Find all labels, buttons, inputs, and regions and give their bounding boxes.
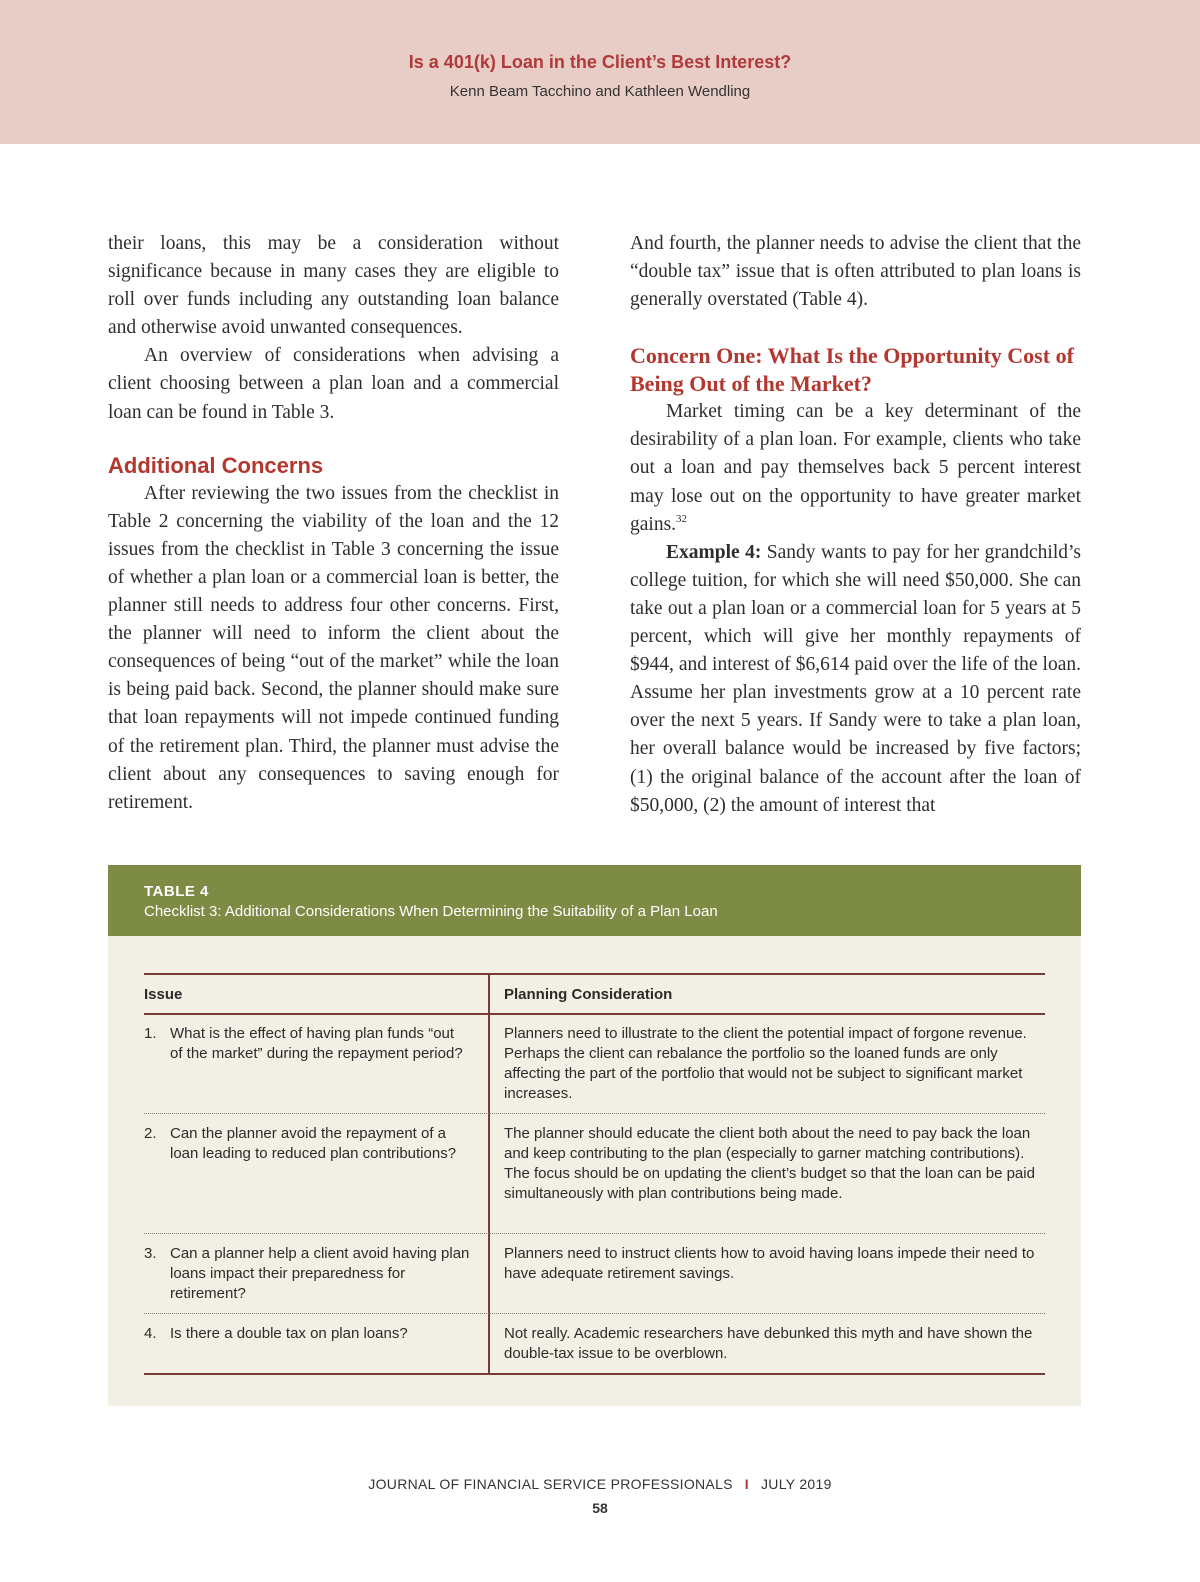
right-paragraph-1: And fourth, the planner needs to advise the client that the “double tax” issue that is often attributed to plan loans is generally overstated (Table 4). bbox=[630, 233, 1081, 311]
left-paragraph-1: their loans, this may be a consideration without significance because in many cases they are eligible to roll over funds including any outstanding loan balance and otherwise avoid unwanted consequences. bbox=[108, 233, 559, 339]
right-paragraph-2 bbox=[630, 398, 1081, 538]
footnote-marker: 32 bbox=[676, 512, 688, 525]
table-label: TABLE 4 bbox=[144, 883, 209, 900]
row-3-number: 3. bbox=[144, 1245, 157, 1262]
journal-footer bbox=[0, 1476, 1200, 1492]
row-3-issue: Can a planner help a client avoid having plan loans impact their preparedness for retirement? bbox=[170, 1245, 470, 1302]
journal-name: JOURNAL OF FINANCIAL SERVICE PROFESSIONALS bbox=[368, 1476, 733, 1492]
left-paragraph-2: An overview of considerations when advising a client choosing between a plan loan and a commercial loan can be found in Table 3. bbox=[108, 345, 559, 423]
table-caption: Checklist 3: Additional Considerations When Determining the Suitability of a Plan Loan bbox=[144, 903, 718, 920]
table-header-rule bbox=[144, 1013, 1045, 1015]
right-column bbox=[630, 230, 1081, 820]
row-2-number: 2. bbox=[144, 1125, 157, 1142]
table-top-rule bbox=[144, 973, 1045, 975]
row-divider bbox=[144, 1313, 1045, 1314]
right-paragraph-2-text: Market timing can be a key determinant of the desirability of a plan loan. For example, clients who take out a loan and pay themselves back 5 percent interest may lose out on the opportunity to have greater market gains. bbox=[630, 401, 1081, 535]
footer-separator: I bbox=[744, 1476, 749, 1492]
example-label: Example 4: bbox=[666, 541, 762, 563]
column-header-issue: Issue bbox=[144, 986, 183, 1003]
section-heading-concern-one: Concern One: What Is the Opportunity Cost of Being Out of the Market? bbox=[630, 343, 1074, 397]
row-2-consideration: The planner should educate the client both about the need to pay back the loan and keep contributing to the plan (especially to garner matching contributions). The focus should be on updating the client’s budget so that the loan can be paid simultaneously with plan contributions being made. bbox=[504, 1125, 1035, 1202]
right-paragraph-3 bbox=[630, 539, 1081, 820]
article-title: Is a 401(k) Loan in the Client’s Best Interest? bbox=[408, 52, 792, 72]
left-column bbox=[108, 230, 559, 817]
left-paragraph-3: After reviewing the two issues from the checklist in Table 2 concerning the viability of the loan and the 12 issues from the checklist in Table 3 concerning the issue of whether a plan loan or a commercial loan is better, the planner still needs to address four other concerns. First, the planner will need to inform the client about the consequences of being “out of the market” while the loan is being paid back. Second, the planner should make sure that loan repayments will not impede continued funding of the retirement plan. Third, the planner must advise the client about any consequences to saving enough for retirement. bbox=[108, 482, 559, 813]
row-4-issue: Is there a double tax on plan loans? bbox=[170, 1325, 408, 1342]
row-divider bbox=[144, 1233, 1045, 1234]
issue-date: JULY 2019 bbox=[761, 1476, 832, 1492]
example-text: Sandy wants to pay for her grandchild’s college tuition, for which she will need $50,000. She can take out a plan loan or a commercial loan for 5 years at 5 percent, which will give her monthly repayments of $944, and interest of $6,614 paid over the life of the loan. Assume her plan investments grow at a 10 percent rate over the next 5 years. If Sandy were to take a plan loan, her overall balance would be increased by five factors; (1) the original balance of the account after the loan of $50,000, (2) the amount of interest that bbox=[630, 541, 1081, 816]
table-column-divider bbox=[488, 973, 490, 1375]
table-title-band bbox=[108, 865, 1081, 936]
row-1-number: 1. bbox=[144, 1025, 157, 1042]
row-4-number: 4. bbox=[144, 1325, 157, 1342]
row-3-consideration: Planners need to instruct clients how to avoid having loans impede their need to have adequate retirement savings. bbox=[504, 1245, 1035, 1282]
table-bottom-rule bbox=[144, 1373, 1045, 1375]
column-header-planning-consideration: Planning Consideration bbox=[504, 986, 673, 1003]
row-4-consideration: Not really. Academic researchers have debunked this myth and have shown the double-tax issue to be overblown. bbox=[504, 1325, 1033, 1362]
section-heading-additional-concerns: Additional Concerns bbox=[108, 452, 324, 478]
row-divider bbox=[144, 1113, 1045, 1114]
row-1-issue: What is the effect of having plan funds “out of the market” during the repayment period? bbox=[170, 1025, 463, 1062]
article-authors: Kenn Beam Tacchino and Kathleen Wendling bbox=[449, 83, 751, 100]
page-number: 58 bbox=[592, 1500, 608, 1516]
running-header bbox=[0, 0, 1200, 144]
row-2-issue: Can the planner avoid the repayment of a loan leading to reduced plan contributions? bbox=[170, 1125, 457, 1162]
row-1-consideration: Planners need to illustrate to the client the potential impact of forgone revenue. Perhaps the client can rebalance the portfolio so the loaned funds are only affecting the part of the portfolio that would not be subject to significant market increases. bbox=[504, 1025, 1027, 1102]
